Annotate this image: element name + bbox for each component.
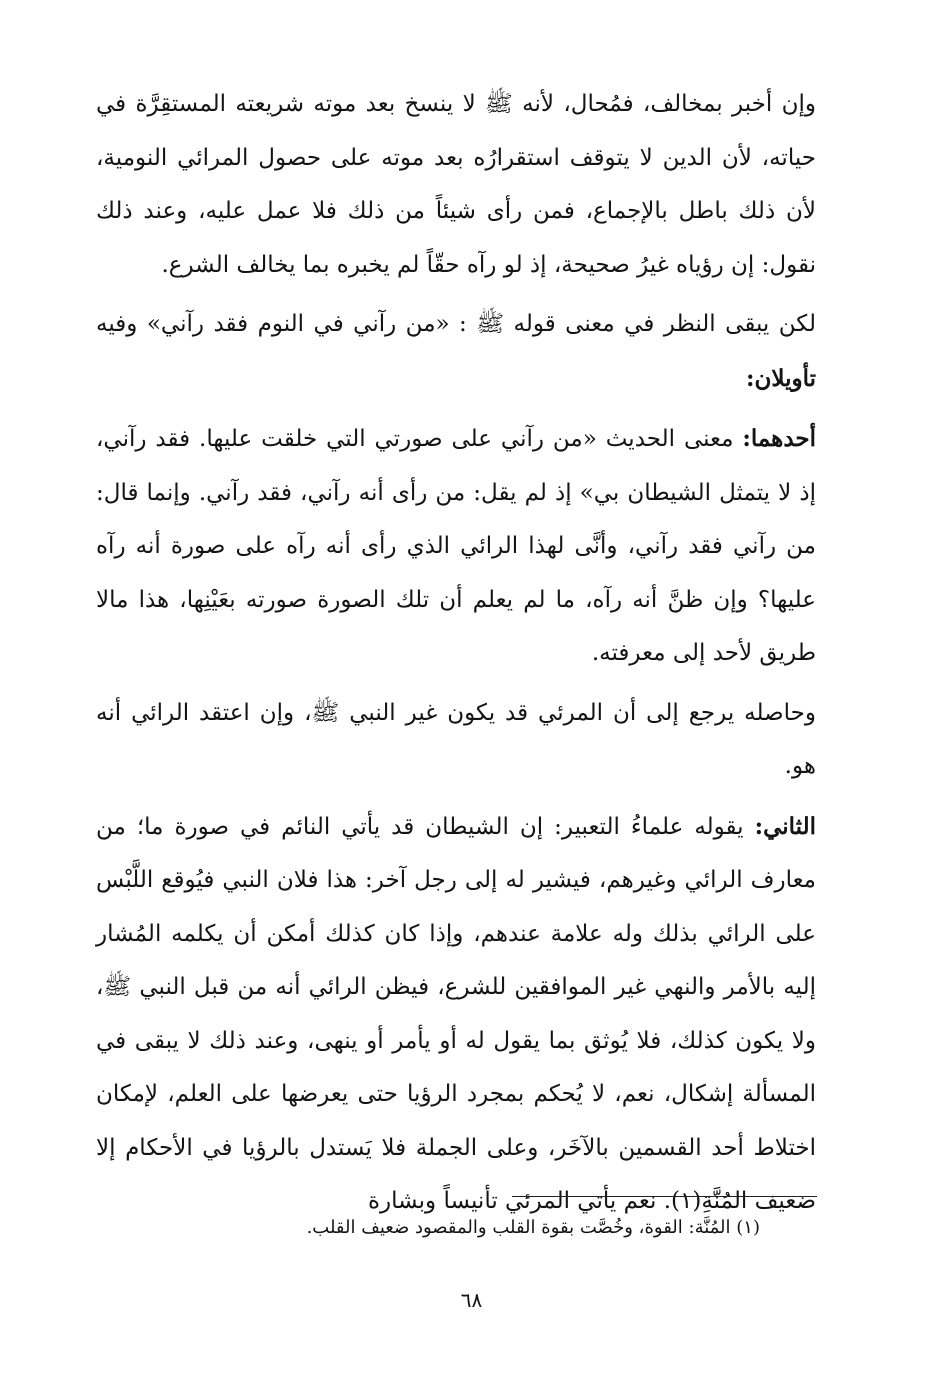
page-body [96, 78, 816, 1229]
footnote [200, 1214, 760, 1242]
paragraph-1-text: وإن أخبر بمخالف، فمُحال، لأنه ﷺ لا ينسخ بعد موته شريعته المستقِرَّة في حياته، لأن الدين لا يتوقف استقرارُه بعد موته على حصول المرائي النومية، لأن ذلك باطل بالإجماع، فمن رأى شيئاً من ذلك فلا عمل عليه، وعند ذلك نقول: إن رؤياه غيرُ صحيحة، إذ لو رآه حقّاً لم يخبره بما يخالف الشرع. [96, 91, 816, 278]
paragraph-5-lead: الثاني: [754, 812, 816, 840]
footnote-divider [512, 1196, 817, 1197]
paragraph-2 [96, 298, 816, 406]
footnote-text: (١) المُنَّة: القوة، وخُصَّت بقوة القلب والمقصود ضعيف القلب. [306, 1217, 760, 1238]
paragraph-4-text: وحاصله يرجع إلى أن المرئي قد يكون غير النبي ﷺ، وإن اعتقد الرائي أنه هو. [96, 699, 816, 779]
paragraph-5-text: يقوله علماءُ التعبير: إن الشيطان قد يأتي النائم في صورة ما؛ من معارف الرائي وغيرهم، فيشير له إلى رجل آخر: هذا فلان النبي فيُوقع اللَّبْس على الرائي بذلك وله علامة عندهم، وإذا كان كذلك أمكن أن يكلمه المُشار إليه بالأمر والنهي غير الموافقين للشرع، فيظن الرائي أنه من قبل النبي ﷺ، ولا يكون كذلك، فلا يُوثق بما يقول له أو يأمر أو ينهى، وعند ذلك لا يبقى في المسألة إشكال، نعم، لا يُحكم بمجرد الرؤيا حتى يعرضها على العلم، لإمكان اختلاط أحد القسمين بالآخَر، وعلى الجملة فلا يَستدل بالرؤيا في الأحكام إلا ضعيف المُنَّةِ(١). نعم يأتي المرئي تأنيساً وبشارة [96, 813, 816, 1214]
paragraph-2-text: لكن يبقى النظر في معنى قوله ﷺ : «من رآني في النوم فقد رآني» وفيه [96, 311, 816, 337]
paragraph-1 [96, 78, 816, 292]
paragraph-3-lead: أحدهما: [742, 425, 816, 452]
paragraph-2-bold-tail: تأويلان: [745, 364, 816, 392]
paragraph-5 [96, 800, 816, 1229]
page-number: ٦٨ [460, 1288, 483, 1312]
paragraph-3 [96, 412, 816, 681]
paragraph-4 [96, 687, 816, 794]
paragraph-3-text: معنى الحديث «من رآني على صورتي التي خلقت عليها. فقد رآني، إذ لا يتمثل الشيطان بي» إذ لم يقل: من رأى أنه رآني، فقد رآني. وإنما قال: من رآني فقد رآني، وأنَّى لهذا الرائي الذي رأى أنه رآه على صورة أنه رآه عليها؟ وإن ظنَّ أنه رآه، ما لم يعلم أن تلك الصورة صورته بعَيْنِها، هذا مالا طريق لأحد إلى معرفته. [96, 426, 816, 666]
